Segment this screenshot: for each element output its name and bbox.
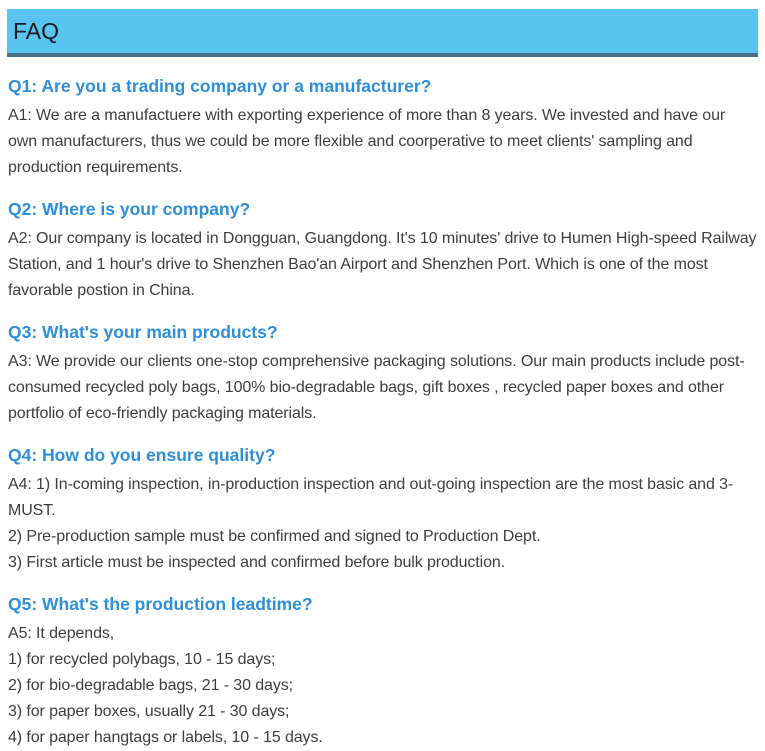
faq-question: Q5: What's the production leadtime? [8,594,313,614]
faq-answer: 2) for bio-degradable bags, 21 - 30 days; [8,677,293,694]
faq-item [8,444,757,576]
faq-question: Q2: Where is your company? [8,199,251,219]
faq-answer: 3) First article must be inspected and confirmed before bulk production. [8,554,506,571]
faq-answer: A3: We provide our clients one-stop comprehensive packaging solutions. Our main products include post-consumed recycled poly bags, 100% bio-degradable bags, gift boxes , recycled paper boxes and other portfolio of eco-friendly packaging materials. [8,353,745,422]
faq-answer: A5: It depends, [8,625,115,642]
faq-answer: 1) for recycled polybags, 10 - 15 days; [8,651,276,668]
section-title-bar [7,9,758,57]
page-title: FAQ [13,17,60,44]
faq-item [8,75,757,181]
faq-item [8,593,757,751]
faq-item [8,198,757,304]
faq-answer: 2) Pre-production sample must be confirmed and signed to Production Dept. [8,528,541,545]
faq-item [8,321,757,427]
faq-answer: A2: Our company is located in Dongguan, Guangdong. It's 10 minutes' drive to Humen High-speed Railway Station, and 1 hour's drive to Shenzhen Bao'an Airport and Shenzhen Port. Which is one of the most favorable postion in China. [8,230,757,299]
faq-question: Q3: What's your main products? [8,322,278,342]
faq-list [7,75,758,751]
faq-answer: A1: We are a manufactuere with exporting experience of more than 8 years. We invested and have our own manufacturers, thus we could be more flexible and coorperative to meet clients' sampling and production requirements. [8,107,726,176]
faq-answer: 4) for paper hangtags or labels, 10 - 15 days. [8,729,323,746]
faq-question: Q1: Are you a trading company or a manufacturer? [8,76,432,96]
faq-question: Q4: How do you ensure quality? [8,445,276,465]
faq-answer: A4: 1) In-coming inspection, in-production inspection and out-going inspection are the most basic and 3-MUST. [8,476,734,519]
faq-answer: 3) for paper boxes, usually 21 - 30 days; [8,703,290,720]
